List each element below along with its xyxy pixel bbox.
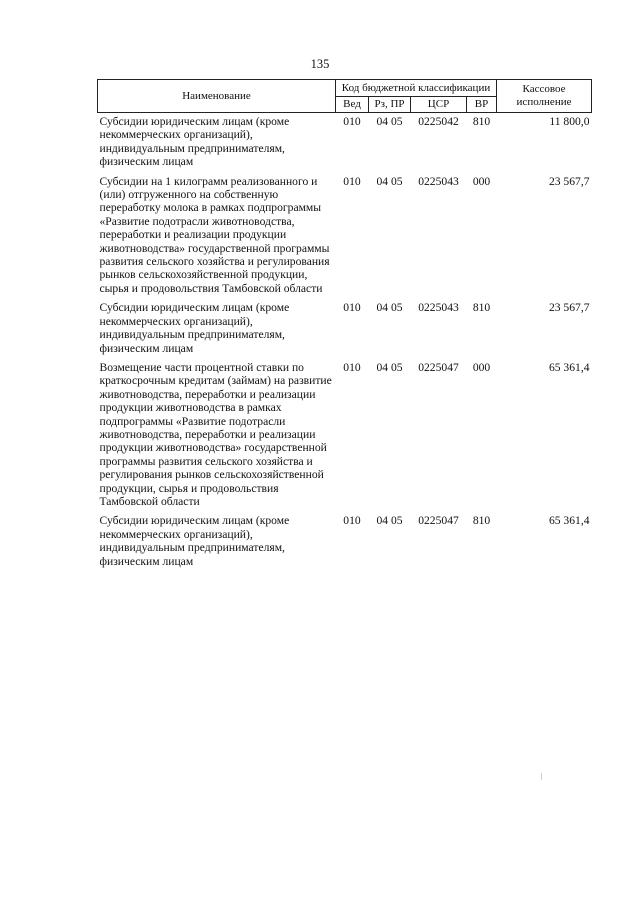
table-row bbox=[98, 175, 592, 302]
row-rzpr: 04 05 bbox=[376, 174, 403, 188]
row-csr: 0225043 bbox=[418, 301, 459, 315]
row-vr: 000 bbox=[472, 174, 491, 188]
table-row bbox=[98, 113, 592, 175]
row-amount: 11 800,0 bbox=[549, 115, 590, 128]
row-rzpr: 04 05 bbox=[376, 115, 403, 128]
row-vr: 810 bbox=[472, 301, 491, 315]
page-number: 135 bbox=[310, 57, 330, 71]
budget-table bbox=[97, 79, 592, 574]
row-ved: 010 bbox=[343, 360, 361, 374]
table-row bbox=[98, 361, 592, 514]
row-csr: 0225047 bbox=[418, 360, 459, 374]
header-name: Наименование bbox=[98, 80, 336, 113]
scan-mark bbox=[541, 773, 542, 780]
row-amount: 65 361,4 bbox=[548, 360, 590, 374]
table-row bbox=[98, 301, 592, 361]
row-amount: 65 361,4 bbox=[548, 514, 590, 528]
row-name: Субсидии на 1 килограмм реализованного и (или) отгруженного на собственную переработку молока в рамках подпрограммы «Развитие подотрасли животноводства, переработки и реализации продукции животноводства» государственной программы развития сельского хозяйства и регулирования рынков сельскохозяйственной продукции, сырья и продовольствия Тамбовской области bbox=[99, 174, 330, 295]
row-name: Субсидии юридическим лицам (кроме некоммерческих организаций), индивидуальным предпринимателям, физическим лицам bbox=[99, 115, 290, 169]
row-name: Субсидии юридическим лицам (кроме некоммерческих организаций), индивидуальным предпринимателям, физическим лицам bbox=[99, 301, 290, 355]
row-rzpr: 04 05 bbox=[376, 514, 403, 528]
row-rzpr: 04 05 bbox=[376, 360, 403, 374]
row-vr: 000 bbox=[472, 360, 491, 374]
row-name: Возмещение части процентной ставки по краткосрочным кредитам (займам) на развитие животноводства, переработки и реализации продукции животноводства в рамках подпрограммы «Развитие подотрасли животноводства, переработки и реализации продукции животноводства» государственной программы развития сельского хозяйства и регулирования рынков сельскохозяйственной продукции, сырья и продовольствия Тамбовской области bbox=[99, 360, 332, 508]
row-name: Субсидии юридическим лицам (кроме некоммерческих организаций), индивидуальным предпринимателям, физическим лицам bbox=[99, 514, 290, 568]
row-csr: 0225042 bbox=[418, 115, 459, 128]
table-body bbox=[98, 113, 592, 575]
row-rzpr: 04 05 bbox=[376, 301, 403, 315]
row-ved: 010 bbox=[343, 514, 361, 528]
table-row bbox=[98, 514, 592, 574]
header-code-group: Код бюджетной классификации bbox=[336, 80, 497, 97]
row-amount: 23 567,7 bbox=[548, 174, 590, 188]
header-amount: Кассовое исполнение bbox=[497, 80, 592, 113]
row-amount: 23 567,7 bbox=[548, 301, 590, 315]
header-rzpr: Рз, ПР bbox=[369, 97, 411, 113]
row-ved: 010 bbox=[343, 115, 361, 128]
row-csr: 0225047 bbox=[418, 514, 459, 528]
header-csr: ЦСР bbox=[411, 97, 467, 113]
header-vr: ВР bbox=[467, 97, 497, 113]
row-ved: 010 bbox=[343, 174, 361, 188]
header-ved: Вед bbox=[336, 97, 369, 113]
table-header bbox=[98, 80, 592, 113]
row-vr: 810 bbox=[472, 514, 491, 528]
row-vr: 810 bbox=[472, 115, 491, 128]
row-csr: 0225043 bbox=[418, 174, 459, 188]
row-ved: 010 bbox=[343, 301, 361, 315]
